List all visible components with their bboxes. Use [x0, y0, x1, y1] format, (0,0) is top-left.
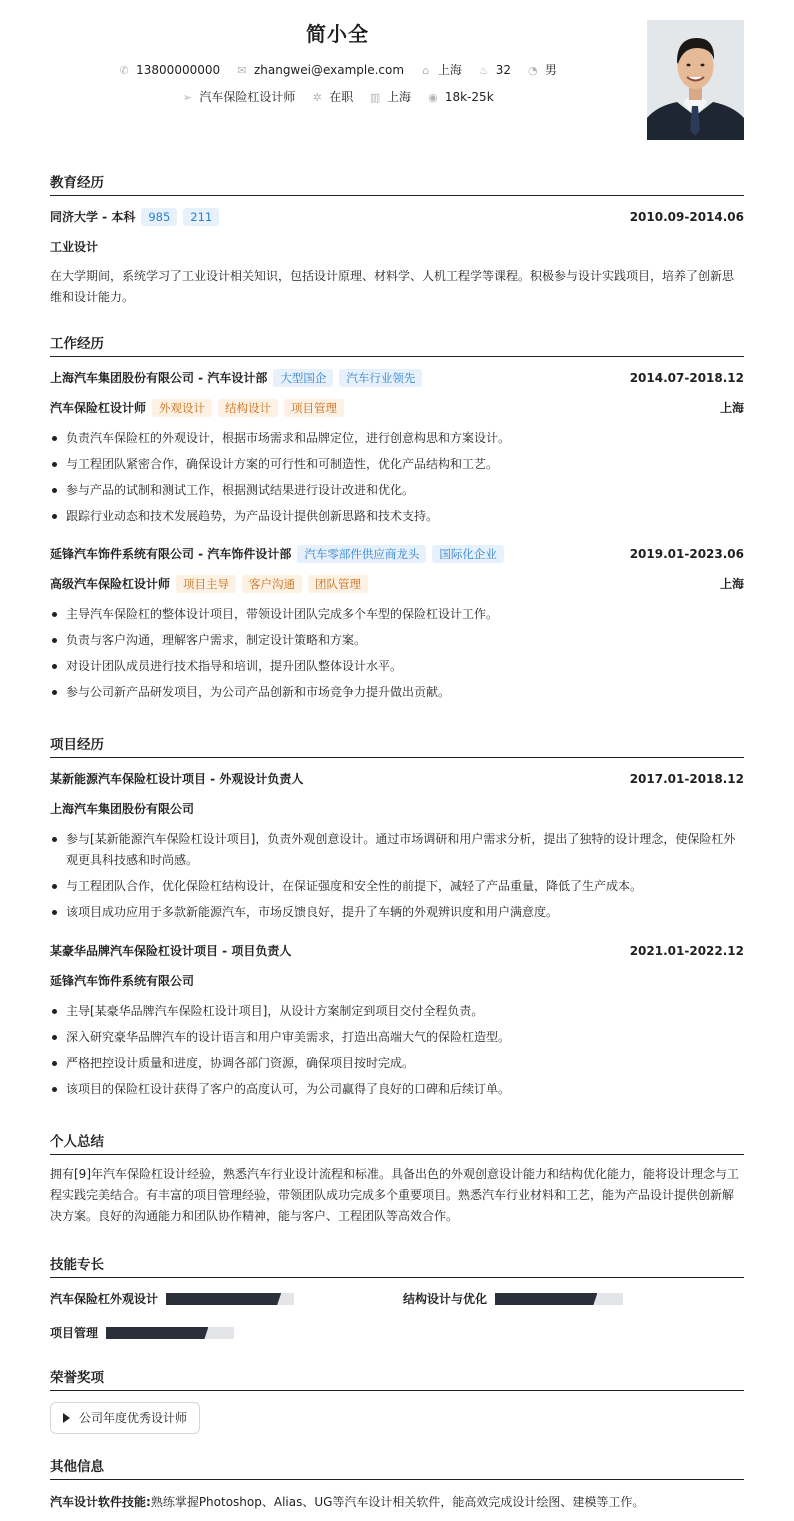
- work-company: [50, 545, 504, 563]
- project-org: 延锋汽车饰件系统有限公司: [50, 974, 195, 988]
- section-education-title: 教育经历: [50, 171, 744, 196]
- section-awards-title: 荣誉奖项: [50, 1366, 744, 1391]
- company-text: 上海汽车集团股份有限公司 - 汽车设计部: [50, 371, 268, 385]
- company-tag: 汽车零部件供应商龙头: [297, 545, 426, 563]
- phone-item: [118, 63, 220, 77]
- send-icon: ➢: [182, 91, 192, 104]
- company-tag: 汽车行业领先: [339, 369, 422, 387]
- contact-line: [50, 61, 625, 78]
- list-item: 负责汽车保险杠的外观设计，根据市场需求和品牌定位，进行创意构思和方案设计。: [50, 428, 744, 449]
- building-icon: ▥: [369, 91, 381, 104]
- portrait-image: [647, 20, 744, 140]
- education-major-row: [50, 238, 744, 256]
- job-item: [181, 88, 295, 105]
- hometown-item: [420, 61, 462, 78]
- work-title: [50, 399, 344, 417]
- resume-page: [50, 0, 744, 1509]
- tag-985: 985: [141, 208, 177, 226]
- section-summary-title: 个人总结: [50, 1130, 744, 1155]
- work-city: 上海: [719, 401, 744, 415]
- city-text: 上海: [387, 90, 412, 104]
- education-major: 工业设计: [50, 240, 99, 254]
- work-title: [50, 575, 368, 593]
- work-title-row: [50, 399, 744, 417]
- skill-name: 汽车保险杠外观设计: [50, 1292, 159, 1306]
- email-item: [236, 63, 404, 77]
- job-intent-line: [50, 88, 625, 105]
- tag-211: 211: [183, 208, 219, 226]
- gender-item: [527, 61, 557, 78]
- list-item: 与工程团队紧密合作，确保设计方案的可行性和可制造性，优化产品结构和工艺。: [50, 454, 744, 475]
- skill-level-bar: [106, 1327, 234, 1339]
- coin-icon: ◉: [428, 91, 438, 104]
- job-text: 汽车保险杠设计师: [199, 90, 296, 104]
- skill-level-bar: [495, 1293, 623, 1305]
- education-date: 2010.09-2014.06: [629, 210, 744, 224]
- other-label: 汽车设计软件技能:: [50, 1495, 151, 1509]
- list-item: 与工程团队合作，优化保险杠结构设计，在保证强度和安全性的前提下，减轻了产品重量，降低了生产成本。: [50, 876, 744, 897]
- work-date: 2019.01-2023.06: [629, 547, 744, 561]
- project-name: 某新能源汽车保险杠设计项目 - 外观设计负责人: [50, 772, 304, 786]
- cake-icon: ♨: [478, 64, 489, 77]
- phone-icon: ✆: [119, 64, 129, 77]
- project-org: 上海汽车集团股份有限公司: [50, 802, 195, 816]
- list-item: 参与[某新能源汽车保险杠设计项目]，负责外观创意设计。通过市场调研和用户需求分析，提出了独特的设计理念，使保险杠外观更具科技感和时尚感。: [50, 829, 744, 870]
- status-item: [311, 88, 353, 105]
- candidate-name: 简小全: [306, 22, 369, 46]
- skill-item: [50, 1325, 98, 1341]
- skill-level-fill: [166, 1293, 281, 1305]
- other-info: [50, 1493, 744, 1511]
- education-description: 在大学期间，系统学习了工业设计相关知识，包括设计原理、材料学、人机工程学等课程。积极参与设计实践项目，培养了创新思维和设计能力。: [50, 269, 735, 304]
- hometown-text: 上海: [437, 63, 462, 77]
- skill-tag: 项目主导: [176, 575, 236, 593]
- list-item: 主导汽车保险杠的整体设计项目，带领设计团队完成多个车型的保险杠设计工作。: [50, 604, 744, 625]
- work-company: [50, 369, 422, 387]
- play-triangle-icon: [63, 1413, 70, 1423]
- gender-icon: ◔: [528, 64, 538, 77]
- work-date: 2014.07-2018.12: [629, 371, 744, 385]
- other-value: 熟练掌握Photoshop、Alias、UG等汽车设计相关软件，能高效完成设计绘图、建模等工作。: [150, 1495, 645, 1509]
- work-company-row: [50, 369, 744, 387]
- work-city: 上海: [719, 577, 744, 591]
- project-org-row: [50, 972, 744, 990]
- skill-name: 结构设计与优化: [403, 1292, 488, 1306]
- gender-text: 男: [544, 63, 557, 77]
- list-item: 对设计团队成员进行技术指导和培训，提升团队整体设计水平。: [50, 656, 744, 677]
- work-bullets: [50, 604, 744, 708]
- list-item: 参与公司新产品研发项目，为公司产品创新和市场竞争力提升做出贡献。: [50, 682, 744, 703]
- project-name: 某豪华品牌汽车保险杠设计项目 - 项目负责人: [50, 944, 292, 958]
- list-item: 该项目成功应用于多款新能源汽车，市场反馈良好，提升了车辆的外观辨识度和用户满意度。: [50, 902, 744, 923]
- list-item: 深入研究豪华品牌汽车的设计语言和用户审美需求，打造出高端大气的保险杠造型。: [50, 1027, 744, 1048]
- project-row: [50, 942, 744, 960]
- profile-photo: [647, 20, 744, 140]
- list-item: 该项目的保险杠设计获得了客户的高度认可，为公司赢得了良好的口碑和后续订单。: [50, 1079, 744, 1100]
- city-item: [369, 88, 411, 105]
- age-item: [478, 63, 511, 77]
- skill-name: 项目管理: [50, 1326, 99, 1340]
- project-bullets: [50, 829, 744, 928]
- project-date: 2021.01-2022.12: [629, 944, 744, 958]
- age-text: 32: [495, 63, 512, 77]
- company-tag: 国际化企业: [432, 545, 504, 563]
- email-text: zhangwei@example.com: [253, 63, 405, 77]
- skill-tag: 项目管理: [284, 399, 344, 417]
- list-item: 严格把控设计质量和进度，协调各部门资源，确保项目按时完成。: [50, 1053, 744, 1074]
- salary-text: 18k-25k: [444, 90, 494, 104]
- skill-level-fill: [106, 1327, 208, 1339]
- project-org-row: [50, 800, 744, 818]
- skill-tag: 客户沟通: [242, 575, 302, 593]
- section-other-title: 其他信息: [50, 1455, 744, 1480]
- section-skills-title: 技能专长: [50, 1253, 744, 1278]
- skill-level-bar: [166, 1293, 294, 1305]
- education-row: [50, 208, 744, 226]
- list-item: 负责与客户沟通，理解客户需求，制定设计策略和方案。: [50, 630, 744, 651]
- skill-item: [50, 1291, 158, 1307]
- salary-item: [427, 90, 494, 104]
- skill-tag: 外观设计: [152, 399, 212, 417]
- work-title-row: [50, 575, 744, 593]
- skill-tag: 团队管理: [308, 575, 368, 593]
- school-text: 同济大学 - 本科: [50, 210, 136, 224]
- list-item: 主导[某豪华品牌汽车保险杠设计项目]，从设计方案制定到项目交付全程负责。: [50, 1001, 744, 1022]
- award-text: 公司年度优秀设计师: [79, 1411, 188, 1425]
- education-school: [50, 208, 219, 226]
- company-tag: 大型国企: [273, 369, 333, 387]
- section-projects-title: 项目经历: [50, 733, 744, 758]
- project-bullets: [50, 1001, 744, 1105]
- project-row: [50, 770, 744, 788]
- job-title-text: 高级汽车保险杠设计师: [50, 577, 171, 591]
- section-work-title: 工作经历: [50, 332, 744, 357]
- gear-icon: ✲: [312, 91, 322, 104]
- work-bullets: [50, 428, 744, 532]
- company-text: 延锋汽车饰件系统有限公司 - 汽车饰件设计部: [50, 547, 292, 561]
- resume-header: [50, 0, 744, 150]
- skill-tag: 结构设计: [218, 399, 278, 417]
- summary-text: 拥有[9]年汽车保险杠设计经验，熟悉汽车行业设计流程和标准。具备出色的外观创意设计能力和结构优化能力，能将设计理念与工程实践完美结合。有丰富的项目管理经验，带领团队成功完成多个重要项目。熟悉汽车行业材料和工艺，能为产品设计提供创新解决方案。良好的沟通能力和团队协作精神，能与客户、工程团队等高效合作。: [50, 1167, 740, 1223]
- award-item[interactable]: [50, 1402, 200, 1434]
- list-item: 参与产品的试制和测试工作，根据测试结果进行设计改进和优化。: [50, 480, 744, 501]
- skill-item: [403, 1291, 487, 1307]
- home-icon: ⌂: [422, 64, 430, 77]
- work-company-row: [50, 545, 744, 563]
- skill-level-fill: [495, 1293, 597, 1305]
- phone-text: 13800000000: [136, 63, 221, 77]
- job-title-text: 汽车保险杠设计师: [50, 401, 147, 415]
- status-text: 在职: [329, 90, 354, 104]
- mail-icon: ✉: [237, 64, 247, 77]
- project-date: 2017.01-2018.12: [629, 772, 744, 786]
- list-item: 跟踪行业动态和技术发展趋势，为产品设计提供创新思路和技术支持。: [50, 506, 744, 527]
